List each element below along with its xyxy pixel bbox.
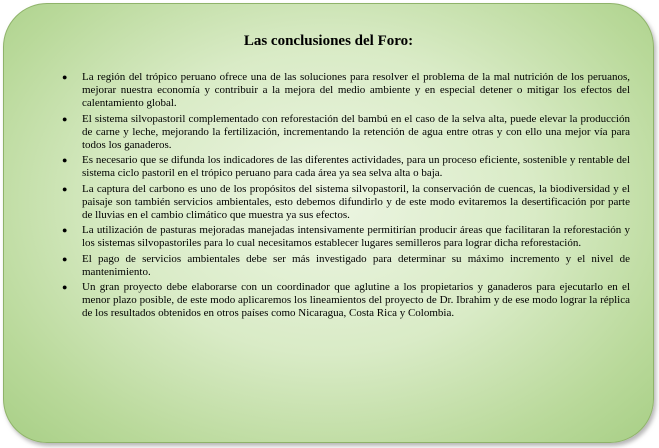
conclusions-list <box>62 71 630 323</box>
bullet-icon: ● <box>62 225 68 236</box>
card-title: Las conclusiones del Foro: <box>243 33 414 49</box>
list-item <box>62 112 630 153</box>
list-item <box>62 281 630 321</box>
bullet-icon: ● <box>62 72 68 82</box>
list-item-text: El sistema silvopastoril complementado con reforestación del bambú en el caso de la selva alta, puede elevar la producción de carne y leche, mejorando la fertilización, incrementando la retención de agua entre otras y con ello una mejor vía para todos los ganaderos. <box>82 112 630 152</box>
list-item <box>62 224 630 250</box>
list-item-text: Es necesario que se difunda los indicadores de las diferentes actividades, para un proceso eficiente, sostenible y rentable del sistema ciclo pastoril en el trópico peruano para cada área ya sea selva alta o baja. <box>82 154 630 180</box>
conclusions-card <box>3 3 654 443</box>
bullet-icon: ● <box>62 253 68 264</box>
bullet-icon: ● <box>62 113 68 124</box>
list-item-text: La captura del carbono es uno de los propósitos del sistema silvopastoril, la conservación de cuencas, la biodiversidad y el paisaje son también servicios ambientales, esto debemos difundirlo y de este modo evitaremos la desertificación por parte de lluvias en el cambio climático que muestra ya sus efectos. <box>82 182 630 222</box>
list-item <box>62 154 630 180</box>
bullet-icon: ● <box>62 282 68 293</box>
bullet-icon: ● <box>62 155 68 166</box>
list-item-text: El pago de servicios ambientales debe ser más investigado para determinar su máximo incremento y el nivel de mantenimiento. <box>82 252 630 278</box>
list-item-text: La región del trópico peruano ofrece una de las soluciones para resolver el problema de la mal nutrición de los peruanos, mejorar nuestra economía y contribuir a la mejora del medio ambiente y en especial detener o mitigar los efectos del calentamiento global. <box>82 71 630 110</box>
list-item <box>62 182 630 223</box>
list-item-text: La utilización de pasturas mejoradas manejadas intensivamente permitirían producir áreas que facilitaran la reforestación y los sistemas silvopastoriles para lo cual necesitamos establecer lugares semilleros para lograr dicha reforestación. <box>82 224 630 250</box>
list-item-text: Un gran proyecto debe elaborarse con un coordinador que aglutine a los propietarios y ganaderos para ejecutarlo en el menor plazo posible, de este modo aplicaremos los lineamientos del proyecto de Dr. Ibrahim y de ese modo lograr la réplica de los resultados obtenidos en otros países como Nicaragua, Costa Rica y Colombia. <box>82 281 630 320</box>
list-item <box>62 71 630 111</box>
list-item <box>62 252 630 279</box>
bullet-icon: ● <box>62 183 68 194</box>
